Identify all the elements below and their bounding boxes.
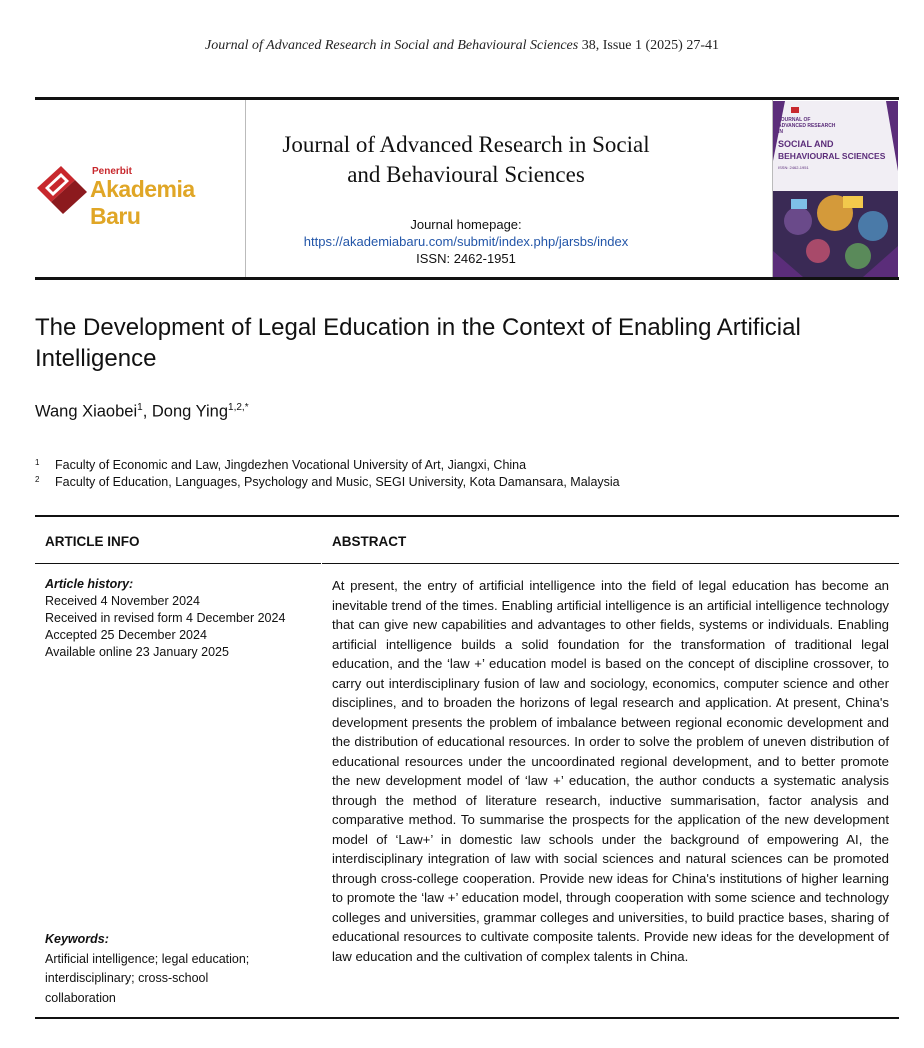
cover-small-title: JOURNAL OF ADVANCED RESEARCH IN: [778, 117, 836, 135]
journal-cover-image: [773, 101, 898, 277]
history-accepted: Accepted 25 December 2024: [45, 628, 207, 642]
keywords-line: collaboration: [45, 990, 116, 1005]
author-name: Wang Xiaobei: [35, 402, 138, 421]
article-info-header: ARTICLE INFO: [45, 534, 140, 549]
keywords-line: interdisciplinary; cross-school: [45, 971, 209, 985]
cover-issn: ISSN: 2462-1951: [778, 165, 809, 170]
abstract-text: At present, the entry of artificial intelligence into the field of legal education has become an inevitable trend of the times. Enabling artificial intelligence is an artificial intelligence technology that can give new capabilities and advantages to other fields, systems or individuals. Enabling artificial intelligence builds a solid foundation for the transformation of traditional legal education, and the ‘law +’ education model is based on the concept of discipline crossover, to carry out interdisciplinary fusion of law and sociology, economics, computer science and other disciplines, and to broaden the horizons of legal research and application. At present, China's development presents the problem of imbalance between regional economic development and the distribution of educational resources. In order to solve the problem of uneven distribution of educational resources under the uncoordinated regional development, and to better promote the new development model of ‘law +’ education, the author conducts a systematic analysis through the method of literature research, inductive summarisation, factor analysis and comparative method. To summarise the prospects for the application of the new development model of ‘Law+’ in domestic law schools under the background of empowering AI, the interdisciplinary integration of law with social sciences and natural sciences can be promoted through cross-college cooperation. Provide new ideas for China's institutions of higher learning to promote the ‘law +’ education model, through cooperation with some science and technology colleges and universities, grammar colleges and universities, to build practice bases, sharing of educational resources to cultivate composite talents. Provide new ideas for the development of law education and the cultivation of complex talents in China.: [332, 578, 889, 964]
masthead-bottom-rule: [35, 277, 899, 280]
affiliation-text: Faculty of Economic and Law, Jingdezhen Vocational University of Art, Jiangxi, China: [55, 458, 527, 472]
article-history: [45, 576, 285, 661]
publisher-small-label: Penerbit: [92, 166, 133, 177]
running-header-journal: Journal of Advanced Research in Social and Behavioural Sciences: [204, 38, 579, 53]
info-bottom-rule: [35, 1017, 899, 1019]
affiliation-1: [35, 458, 526, 472]
affiliation-number: 2: [35, 475, 40, 484]
abstract-header-rule: [322, 563, 899, 564]
article-history-label: Article history:: [45, 577, 134, 591]
running-header-volume: 38, Issue 1 (2025) 27-41: [578, 38, 719, 53]
history-online: Available online 23 January 2025: [45, 645, 229, 659]
publisher-logo: [35, 160, 245, 229]
affiliation-number: 1: [35, 458, 40, 467]
journal-title-line2: and Behavioural Sciences: [347, 162, 585, 187]
keywords-label: Keywords:: [45, 932, 109, 946]
homepage-label: Journal homepage:: [410, 217, 522, 232]
affiliation-text: Faculty of Education, Languages, Psychology and Music, SEGI University, Kota Damansara, Malaysia: [55, 475, 620, 489]
journal-title: [245, 130, 687, 190]
cover-title-line2: BEHAVIOURAL SCIENCES: [778, 151, 886, 161]
author-affiliation-mark: 1,2,*: [228, 402, 249, 413]
article-title-line2: Intelligence: [35, 345, 157, 372]
keywords-line: Artificial intelligence; legal education;: [45, 951, 250, 966]
homepage-link[interactable]: https://akademiabaru.com/submit/index.php/jarsbs/index: [303, 234, 629, 249]
author-name: Dong Ying: [151, 402, 229, 421]
history-received: Received 4 November 2024: [45, 594, 200, 608]
affiliation-2: [35, 475, 620, 489]
masthead-top-rule: [35, 97, 899, 100]
author-affiliation-mark: 1: [137, 402, 143, 413]
history-revised: Received in revised form 4 December 2024: [45, 611, 286, 625]
authors: [35, 402, 249, 422]
info-top-rule: [35, 515, 899, 517]
issn-label: ISSN: 2462-1951: [416, 251, 516, 266]
abstract-header: ABSTRACT: [332, 534, 407, 549]
author-separator: ,: [142, 402, 152, 421]
journal-title-line1: Journal of Advanced Research in Social: [282, 132, 650, 157]
publisher-logo-icon: [35, 160, 95, 215]
article-info-header-rule: [35, 563, 321, 564]
publisher-name: Akademia Baru: [90, 176, 195, 229]
running-header: [0, 38, 924, 54]
keywords: [45, 930, 249, 1008]
journal-homepage: [245, 216, 687, 267]
article-title: [35, 312, 885, 374]
cover-title-line1: SOCIAL AND: [778, 139, 834, 149]
article-title-line1: The Development of Legal Education in the Context of Enabling Artificial: [35, 314, 801, 341]
